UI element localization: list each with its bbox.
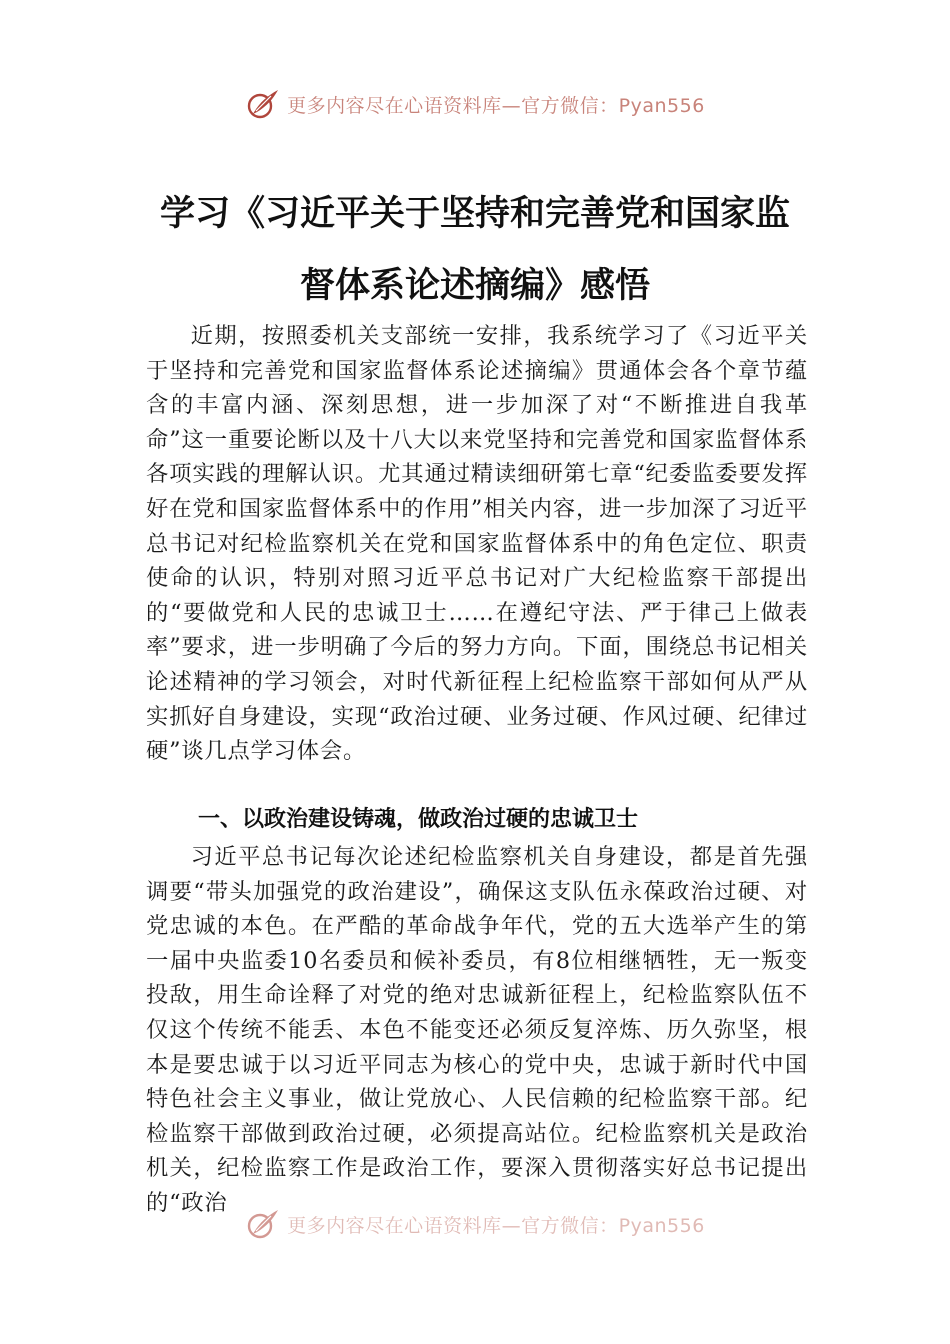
section-heading-1: 一、以政治建设铸魂，做政治过硬的忠诚卫士 bbox=[198, 807, 639, 832]
watermark-text: 更多内容尽在心语资料库—官方微信：Pyan556 bbox=[287, 94, 705, 117]
intro-paragraph: 近期，按照委机关支部统一安排，我系统学习了《习近平关于坚持和完善党和国家监督体系论述摘编》贯通体会各个章节蕴含的丰富内涵、深刻思想，进一步加深了对“不断推进自我革命”这一重要论断以及十八大以来党坚持和完善党和国家监督体系各项实践的理解认识。尤其通过精读细研第七章“纪委监委要发挥好在党和国家监督体系中的作用”相关内容，进一步加深了习近平总书记对纪检监察机关在党和国家监督体系中的角色定位、职责使命的认识，特别对照习近平总书记对广大纪检监察干部提出的“要做党和人民的忠诚卫士……在遵纪守法、严于律己上做表率”要求，进一步明确了今后的努力方向。下面，围绕总书记相关论述精神的学习领会，对时代新征程上纪检监察干部如何从严从实抓好自身建设，实现“政治过硬、业务过硬、作风过硬、纪律过硬”谈几点学习体会。 bbox=[146, 323, 808, 765]
quill-logo-icon bbox=[245, 87, 281, 121]
watermark-header bbox=[0, 84, 950, 124]
watermark-text: 更多内容尽在心语资料库—官方微信：Pyan556 bbox=[287, 1214, 705, 1237]
quill-logo-icon bbox=[245, 1207, 281, 1241]
section-1-paragraph: 习近平总书记每次论述纪检监察机关自身建设，都是首先强调要“带头加强党的政治建设”，确保这支队伍永葆政治过硬、对党忠诚的本色。在严酷的革命战争年代，党的五大选举产生的第一届中央监委10名委员和候补委员，有8位相继牺牲，无一叛变投敌，用生命诠释了对党的绝对忠诚新征程上，纪检监察队伍不仅这个传统不能丢、本色不能变还必须反复淬炼、历久弥坚，根本是要忠诚于以习近平同志为核心的党中央，忠诚于新时代中国特色社会主义事业，做让党放心、人民信赖的纪检监察干部。纪检监察干部做到政治过硬，必须提高站位。纪检监察机关是政治机关，纪检监察工作是政治工作，要深入贯彻落实好总书记提出的“政治 bbox=[146, 844, 808, 1216]
document-title-line-1: 学习《习近平关于坚持和完善党和国家监 bbox=[159, 194, 790, 234]
watermark-footer bbox=[0, 1204, 950, 1244]
document-title-line-2: 督体系论述摘编》感悟 bbox=[299, 266, 650, 306]
